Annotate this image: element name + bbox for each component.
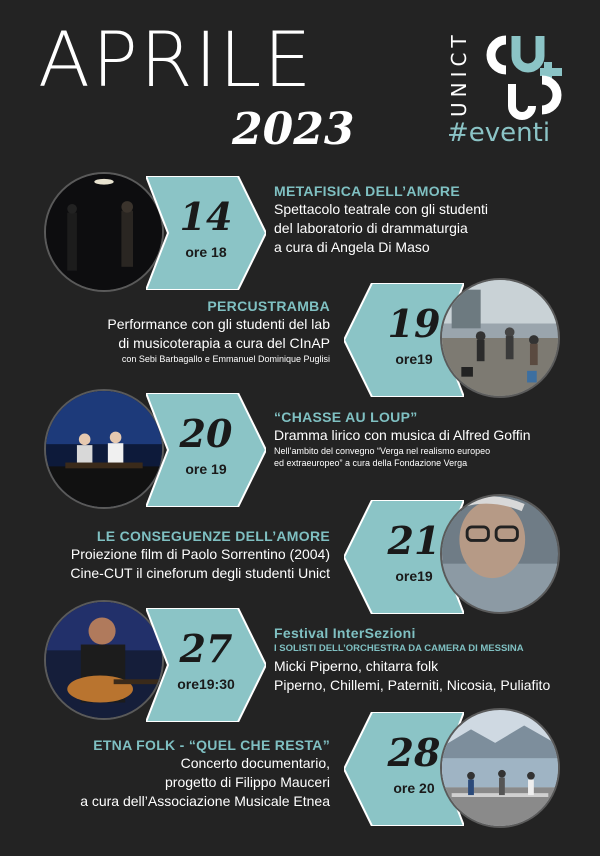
- event-time: ore 20: [393, 780, 435, 796]
- event-day: 27: [179, 626, 233, 671]
- event-time: ore19:30: [177, 676, 235, 692]
- event-day: 14: [179, 194, 233, 239]
- event-note: ed extraeuropeo” a cura della Fondazione Verga: [274, 458, 468, 468]
- event-line: Dramma lirico con musica di Alfred Goffin: [274, 427, 531, 443]
- event-line: Concerto documentario,: [180, 755, 330, 771]
- event-21-text: [24, 527, 330, 583]
- event-note: con Sebi Barbagallo e Emmanuel Dominique Puglisi: [121, 354, 330, 364]
- event-photo-seaside-boat: [440, 708, 560, 828]
- event-subtitle: I SOLISTI DELL’ORCHESTRA DA CAMERA DI MESSINA: [274, 643, 524, 654]
- event-title: METAFISICA DELL’AMORE: [274, 183, 460, 199]
- event-day: 21: [387, 518, 441, 563]
- event-line: a cura dell’Associazione Musicale Etnea: [80, 793, 330, 809]
- event-title: ETNA FOLK - “QUEL CHE RESTA”: [93, 737, 330, 753]
- event-day: 28: [387, 730, 441, 775]
- cut-unict-logo: [444, 22, 574, 122]
- event-28-text: [24, 736, 330, 811]
- event-line: del laboratorio di drammaturgia: [274, 220, 468, 236]
- event-line: Proiezione film di Paolo Sorrentino (2004): [70, 546, 330, 562]
- event-title: LE CONSEGUENZE DELL’AMORE: [96, 528, 330, 544]
- event-14-text: [274, 182, 574, 257]
- event-line: Cine-CUT il cineforum degli studenti Unict: [70, 565, 330, 581]
- event-time: ore 18: [185, 244, 227, 260]
- event-title: “CHASSE AU LOUP”: [274, 409, 418, 425]
- event-line: Piperno, Chillemi, Paterniti, Nicosia, Puliafito: [274, 677, 551, 693]
- event-19-text: [30, 297, 330, 365]
- hashtag-eventi: #eventi: [447, 118, 551, 148]
- event-photo-outdoor-performance: [440, 278, 560, 398]
- event-line: Micki Piperno, chitarra folk: [274, 658, 439, 674]
- event-27-text: [274, 624, 584, 695]
- event-line: a cura di Angela Di Maso: [274, 239, 430, 255]
- event-day: 20: [179, 411, 233, 456]
- event-20-text: [274, 408, 574, 469]
- event-line: Spettacolo teatrale con gli studenti: [274, 201, 489, 217]
- event-time: ore19: [395, 351, 433, 367]
- logo-side-text: UNICT: [447, 30, 471, 117]
- event-line: di musicoterapia a cura del CInAP: [118, 335, 330, 351]
- event-time: ore 19: [185, 461, 227, 477]
- page-title-year: 2023: [232, 104, 355, 155]
- event-line: progetto di Filippo Mauceri: [165, 774, 330, 790]
- event-line: Performance con gli studenti del lab: [107, 316, 330, 332]
- event-photo-film-still: [440, 494, 560, 614]
- event-note: Nell’ambito del convegno “Verga nel realismo europeo: [274, 446, 491, 456]
- date-arrow-27: [146, 608, 266, 722]
- event-title: PERCUSTRAMBA: [207, 298, 330, 314]
- page-title-month: APRILE: [38, 15, 314, 104]
- event-day: 19: [387, 301, 441, 346]
- date-arrow-20: [146, 393, 266, 507]
- event-title: Festival InterSezioni: [274, 625, 416, 641]
- date-arrow-14: [146, 176, 266, 290]
- event-time: ore19: [395, 568, 433, 584]
